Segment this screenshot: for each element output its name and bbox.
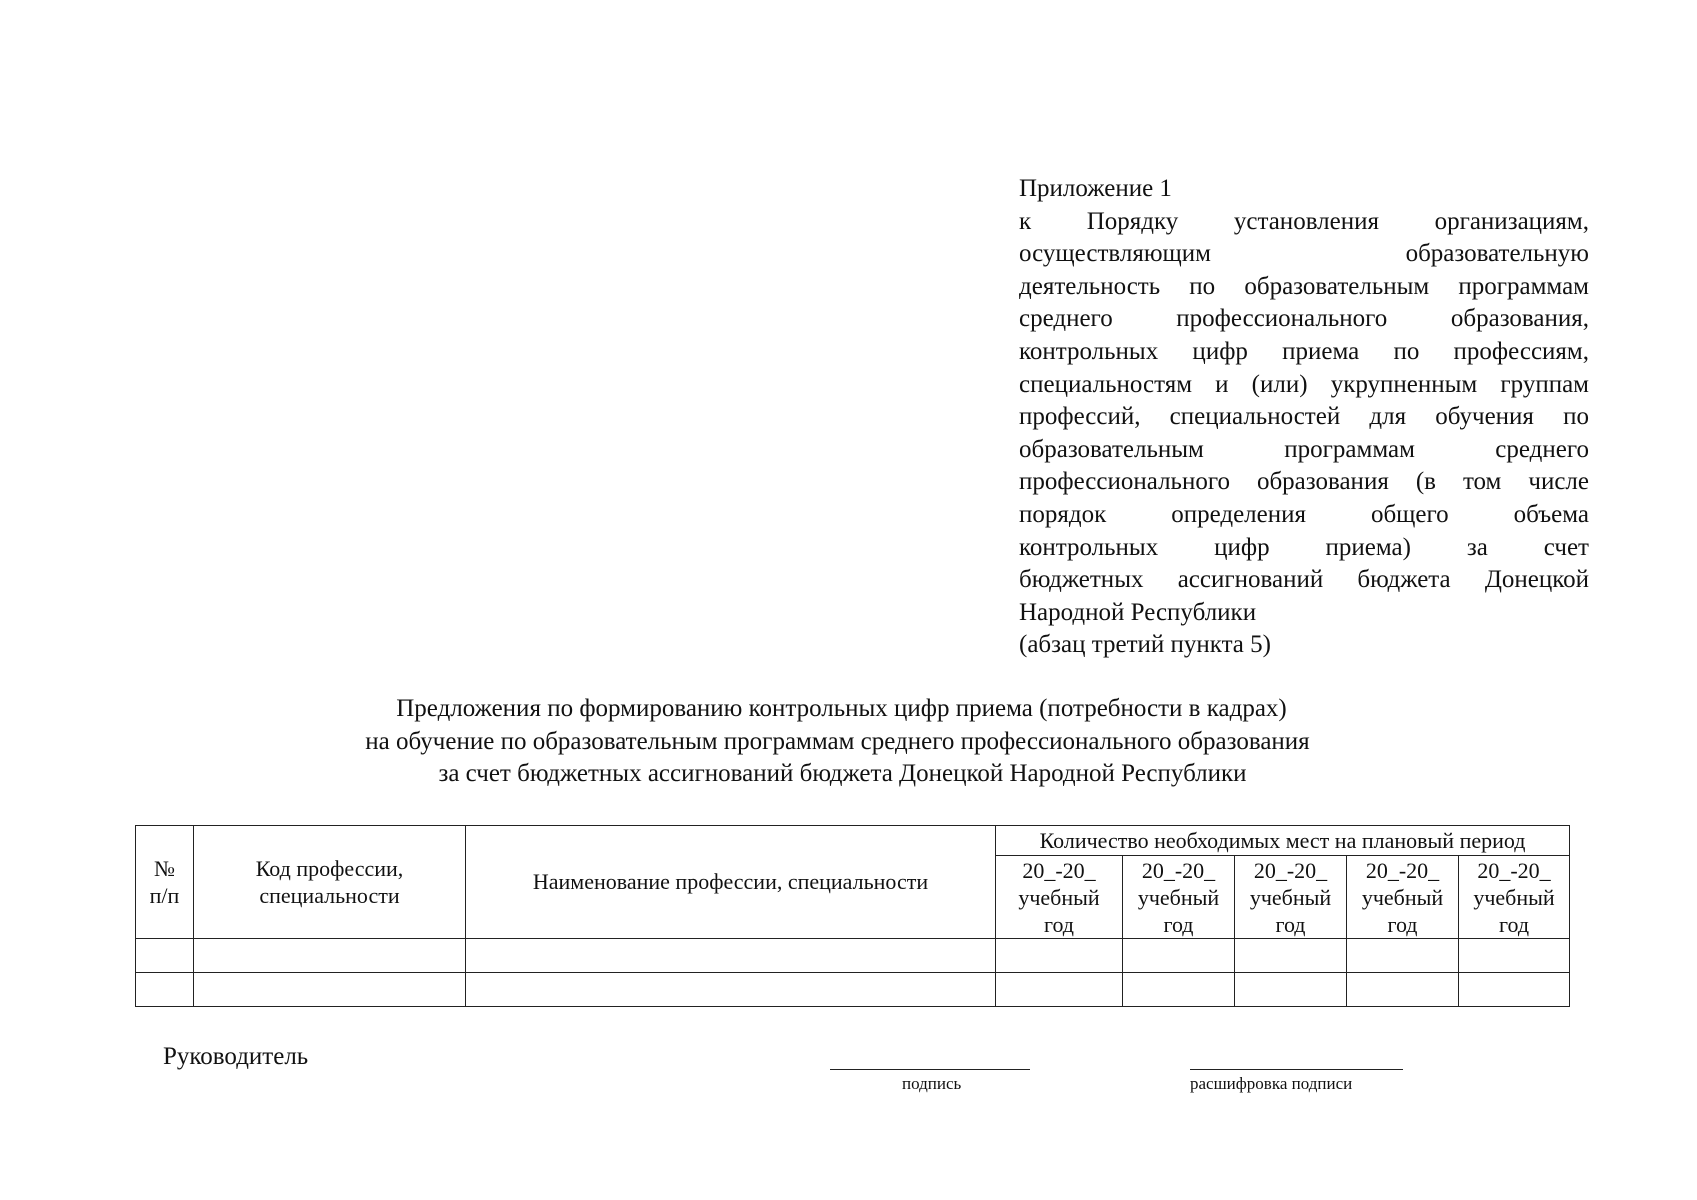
appendix-line: контрольных цифр приема) за счет — [1019, 533, 1589, 561]
appendix-line: порядок определения общего объема — [1019, 500, 1589, 528]
document-title — [0, 693, 1697, 791]
appendix-line: деятельность по образовательным программам — [1019, 272, 1589, 300]
table-cell — [1123, 939, 1235, 973]
appendix-line: контрольных цифр приема по профессиям, — [1019, 337, 1589, 365]
appendix-last-line: Народной Республики — [1019, 598, 1257, 626]
header-year-3 — [1235, 856, 1347, 939]
year-line2: учебный — [1249, 884, 1332, 910]
table-cell — [996, 973, 1123, 1007]
signature-decoding-line — [1190, 1069, 1403, 1070]
table-cell — [466, 939, 996, 973]
table-row — [136, 973, 1570, 1007]
table-cell — [136, 973, 194, 1007]
year-line3: год — [1387, 911, 1418, 937]
proposals-table — [135, 825, 1570, 1007]
signature-decoding-caption: расшифровка подписи — [1190, 1074, 1353, 1093]
header-name: Наименование профессии, специальности — [466, 826, 996, 939]
table-cell — [1459, 973, 1570, 1007]
head-label: Руководитель — [163, 1043, 309, 1070]
table-cell — [136, 939, 194, 973]
header-year-2 — [1123, 856, 1235, 939]
header-year-1 — [996, 856, 1123, 939]
table-cell — [996, 939, 1123, 973]
year-line1: 20_-20_ — [1253, 857, 1328, 883]
year-line2: учебный — [1361, 884, 1444, 910]
table-cell — [1347, 939, 1459, 973]
title-line-2: на обучение по образовательным программам среднего профессионального образования — [365, 727, 1310, 755]
signature-line — [830, 1069, 1030, 1070]
appendix-block — [1019, 173, 1589, 662]
appendix-line: среднего профессионального образования, — [1019, 305, 1589, 333]
year-line3: год — [1498, 911, 1530, 937]
appendix-line: бюджетных ассигнований бюджета Донецкой — [1019, 566, 1589, 594]
header-number-line2: п/п — [149, 883, 180, 908]
table-cell — [1347, 973, 1459, 1007]
signature-caption: подпись — [902, 1074, 962, 1093]
year-line1: 20_-20_ — [1477, 857, 1551, 883]
header-number-line1: № — [154, 856, 175, 881]
table-row — [136, 939, 1570, 973]
appendix-line: профессионального образования (в том числе — [1019, 468, 1589, 496]
appendix-line: специальностям и (или) укрупненным группам — [1019, 370, 1589, 398]
year-line2: учебный — [1018, 884, 1100, 910]
appendix-reference: (абзац третий пункта 5) — [1019, 631, 1271, 659]
title-line-3: за счет бюджетных ассигнований бюджета Донецкой Народной Республики — [438, 760, 1247, 788]
table-cell — [1235, 973, 1347, 1007]
appendix-line: профессий, специальностей для обучения по — [1019, 403, 1589, 431]
year-line3: год — [1163, 911, 1194, 937]
year-line1: 20_-20_ — [1141, 857, 1216, 883]
year-line1: 20_-20_ — [1022, 857, 1096, 883]
header-places-group: Количество необходимых мест на плановый период — [996, 826, 1570, 856]
header-year-4 — [1347, 856, 1459, 939]
year-line2: учебный — [1137, 884, 1220, 910]
year-line3: год — [1275, 911, 1306, 937]
year-line3: год — [1043, 911, 1075, 937]
header-number — [136, 826, 194, 939]
header-year-5 — [1459, 856, 1570, 939]
year-line1: 20_-20_ — [1365, 857, 1440, 883]
table-cell — [1123, 973, 1235, 1007]
table-cell — [1235, 939, 1347, 973]
appendix-title: Приложение 1 — [1019, 175, 1172, 202]
header-code-line1: Код профессии, — [255, 856, 404, 881]
appendix-line: осуществляющим образовательную — [1019, 240, 1589, 268]
table-cell — [1459, 939, 1570, 973]
table-cell — [194, 973, 466, 1007]
appendix-line: к Порядку установления организациям, — [1019, 207, 1589, 235]
table-cell — [466, 973, 996, 1007]
title-line-1: Предложения по формированию контрольных цифр приема (потребности в кадрах) — [396, 695, 1287, 722]
header-code — [194, 826, 466, 939]
year-line2: учебный — [1473, 884, 1555, 910]
header-code-line2: специальности — [259, 883, 400, 908]
appendix-line: образовательным программам среднего — [1019, 435, 1589, 463]
table-cell — [194, 939, 466, 973]
